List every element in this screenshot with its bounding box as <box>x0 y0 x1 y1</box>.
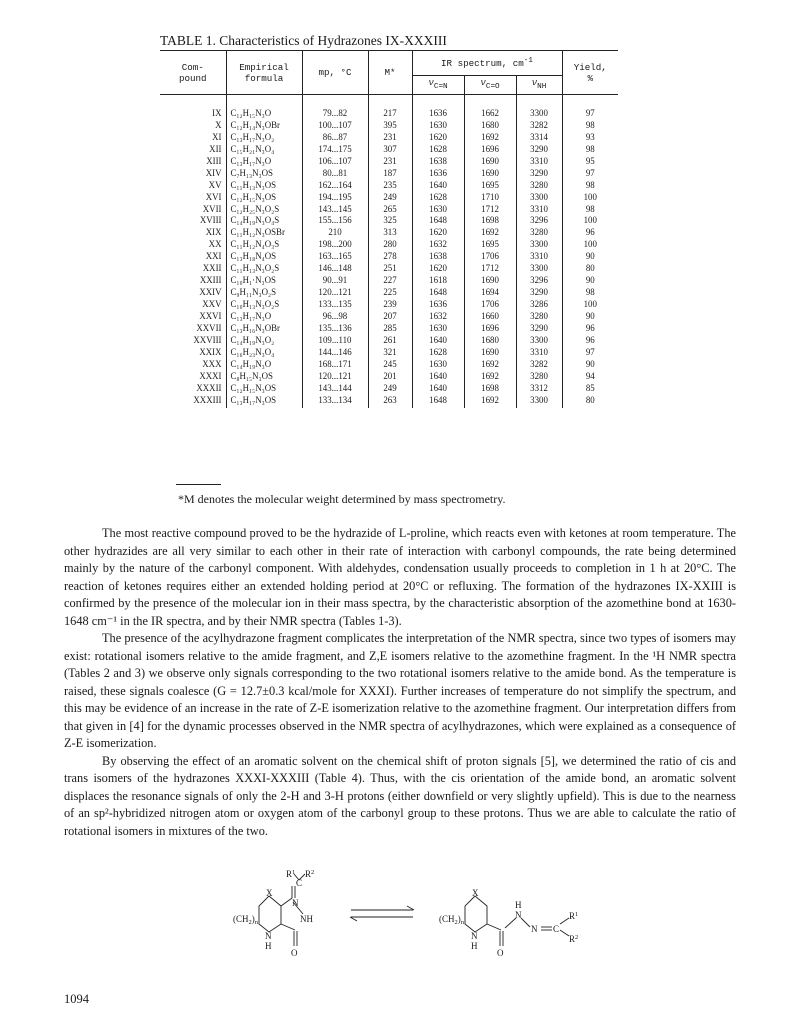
cell-cn: 1628 <box>412 347 464 359</box>
cell-compound: XI <box>212 131 222 142</box>
cell-cn: 1628 <box>412 192 464 204</box>
cell-co: 1680 <box>464 120 516 132</box>
body-text <box>64 525 736 840</box>
cell-nh: 3296 <box>516 275 562 287</box>
cell-m: 285 <box>368 323 412 335</box>
cell-formula: C₇H₁₃N₃OS <box>226 168 302 180</box>
header-nu-co: $\nu_{C=O}$ <box>464 76 516 95</box>
cell-nh: 3282 <box>516 359 562 371</box>
table-footnote: *M denotes the molecular weight determined by mass spectrometry. <box>178 492 506 506</box>
header-formula: Empirical formula <box>226 51 302 95</box>
hydrazone-table <box>160 50 618 408</box>
cell-co: 1692 <box>464 132 516 144</box>
cell-nh: 3290 <box>516 323 562 335</box>
table-row <box>160 263 618 275</box>
cell-compound: XIII <box>206 155 222 166</box>
cell-mp: 90...91 <box>302 275 368 287</box>
cell-formula: C₈H₁₅N₃OS <box>226 371 302 383</box>
cell-cn: 1630 <box>412 204 464 216</box>
cell-cn: 1648 <box>412 395 464 409</box>
cell-nh: 3296 <box>516 215 562 227</box>
table-row <box>160 371 618 383</box>
cell-m: 207 <box>368 311 412 323</box>
cell-cn: 1630 <box>412 359 464 371</box>
cell-yield: 97 <box>562 168 618 180</box>
cell-co: 1690 <box>464 275 516 287</box>
cell-cn: 1632 <box>412 311 464 323</box>
cell-formula: C₁₃H₁₇N₃O <box>226 311 302 323</box>
cell-nh: 3286 <box>516 299 562 311</box>
cell-mp: 80...81 <box>302 168 368 180</box>
cell-co: 1706 <box>464 251 516 263</box>
cell-nh: 3312 <box>516 383 562 395</box>
cell-m: 395 <box>368 120 412 132</box>
cell-m: 217 <box>368 95 412 120</box>
table-row <box>160 323 618 335</box>
cell-m: 245 <box>368 359 412 371</box>
cell-mp: 162...164 <box>302 180 368 192</box>
cell-co: 1698 <box>464 383 516 395</box>
cell-nh: 3310 <box>516 347 562 359</box>
table-row <box>160 239 618 251</box>
scheme-o-left: O <box>291 948 298 958</box>
cell-cn: 1628 <box>412 144 464 156</box>
cell-yield: 80 <box>562 263 618 275</box>
cell-formula: C₁₂H₁₅N₃O <box>226 95 302 120</box>
cell-co: 1712 <box>464 263 516 275</box>
cell-yield: 98 <box>562 287 618 299</box>
cell-mp: 198...200 <box>302 239 368 251</box>
table-title: TABLE 1. Characteristics of Hydrazones IX-XXXIII <box>160 33 447 48</box>
cell-yield: 90 <box>562 251 618 263</box>
cell-yield: 100 <box>562 239 618 251</box>
cell-cn: 1620 <box>412 227 464 239</box>
cell-co: 1690 <box>464 347 516 359</box>
cell-yield: 94 <box>562 371 618 383</box>
cell-compound: XXV <box>202 299 222 309</box>
header-yield: Yield, % <box>562 51 618 95</box>
cell-formula: C₁₄H₁₉N₃O <box>226 359 302 371</box>
scheme-x-left: X <box>266 888 273 898</box>
scheme-h-top-right: H <box>515 900 522 910</box>
cell-mp: 168...171 <box>302 359 368 371</box>
cell-compound: XVI <box>205 191 222 202</box>
table-row <box>160 383 618 395</box>
table-row <box>160 192 618 204</box>
cell-cn: 1640 <box>412 371 464 383</box>
cell-cn: 1632 <box>412 239 464 251</box>
cell-m: 239 <box>368 299 412 311</box>
cell-formula: C₁₁H₁₂N₄O₃S <box>226 239 302 251</box>
scheme-r1-right: $R^1$ <box>569 911 579 921</box>
cell-cn: 1640 <box>412 335 464 347</box>
cell-cn: 1630 <box>412 120 464 132</box>
cell-co: 1695 <box>464 239 516 251</box>
cell-cn: 1638 <box>412 251 464 263</box>
cell-compound: XXVIII <box>193 334 222 345</box>
cell-m: 187 <box>368 168 412 180</box>
cell-co: 1692 <box>464 371 516 383</box>
footnote-rule <box>176 484 221 485</box>
cell-yield: 100 <box>562 192 618 204</box>
cell-compound: XXVII <box>196 322 222 333</box>
cell-nh: 3280 <box>516 227 562 239</box>
cell-mp: 155...156 <box>302 215 368 227</box>
cell-co: 1690 <box>464 168 516 180</box>
cell-compound: XII <box>209 143 222 154</box>
cell-formula: C₁₁H₁₂N₃OSBr <box>226 227 302 239</box>
cell-m: 227 <box>368 275 412 287</box>
cell-co: 1692 <box>464 359 516 371</box>
cell-cn: 1620 <box>412 263 464 275</box>
cell-compound: XXIV <box>199 287 222 298</box>
table-row <box>160 299 618 311</box>
table-row <box>160 287 618 299</box>
header-m: M* <box>368 51 412 95</box>
cell-nh: 3290 <box>516 287 562 299</box>
cell-mp: 100...107 <box>302 120 368 132</box>
cell-compound: XXIII <box>199 275 222 286</box>
scheme-x-right: X <box>472 888 479 898</box>
cell-yield: 100 <box>562 299 618 311</box>
cell-yield: 98 <box>562 180 618 192</box>
scheme-r2-left: $R^2$ <box>305 869 315 879</box>
cell-compound: XXIX <box>199 346 222 357</box>
scheme-c-left: C <box>296 878 303 888</box>
cell-cn: 1618 <box>412 275 464 287</box>
cell-mp: 194...195 <box>302 192 368 204</box>
cell-mp: 174...175 <box>302 144 368 156</box>
cell-yield: 96 <box>562 323 618 335</box>
scheme-o-right: O <box>497 948 504 958</box>
cell-formula: C₁₁H₁₃N₃O₂S <box>226 263 302 275</box>
cell-cn: 1648 <box>412 287 464 299</box>
scheme-ch2-left: $(CH_2)_n$ <box>233 914 258 926</box>
scheme-c-right: C <box>553 924 560 934</box>
cell-m: 225 <box>368 287 412 299</box>
table-row <box>160 311 618 323</box>
cell-compound: XXX <box>202 358 222 369</box>
cell-yield: 93 <box>562 132 618 144</box>
cell-m: 263 <box>368 395 412 409</box>
cell-m: 251 <box>368 263 412 275</box>
cell-compound: XVII <box>202 203 222 214</box>
cell-co: 1710 <box>464 192 516 204</box>
cell-nh: 3290 <box>516 168 562 180</box>
cell-co: 1680 <box>464 335 516 347</box>
table-row <box>160 347 618 359</box>
cell-m: 325 <box>368 215 412 227</box>
scheme-ring-h-left: H <box>265 941 272 951</box>
header-nu-cn: $\nu_{C=N}$ <box>412 76 464 95</box>
table-row <box>160 395 618 409</box>
cell-yield: 90 <box>562 359 618 371</box>
cell-yield: 90 <box>562 275 618 287</box>
cell-compound: XXXII <box>196 382 222 393</box>
table-header-row <box>160 51 618 76</box>
cell-yield: 85 <box>562 383 618 395</box>
header-ir-spectrum: IR spectrum, $cm^{-1}$ <box>412 51 562 76</box>
cell-co: 1695 <box>464 180 516 192</box>
cell-m: 261 <box>368 335 412 347</box>
cell-compound: IX <box>212 108 222 118</box>
paragraph: The presence of the acylhydrazone fragment complicates the interpretation of the NMR spectra, since two types of isomers may exist: rotational isomers relative to the amide fragment, and Z,E isomers relative to the azomethine fragment. In the ¹H NMR spectra (Tables 2 and 3) we observe only signals corresponding to the two rotational isomers relative to the amide bond. As the temperature is raised, these signals coalesce (G = 12.7±0.3 kcal/mole for XXXI). Further increases of temperature do not simplify the spectrum, and this may be evidence of an increase in the rate of Z-E isomerization relative to the azomethine fragment. Our interpretation differs from that given in [4] for the dynamic processes observed in the NMR spectra of acylhydrazones, which were explained as a consequence of Z-E isomerization. <box>64 631 736 750</box>
cell-compound: XVIII <box>199 215 222 226</box>
cell-cn: 1638 <box>412 156 464 168</box>
table-row <box>160 215 618 227</box>
cell-mp: 106...107 <box>302 156 368 168</box>
cell-m: 201 <box>368 371 412 383</box>
cell-nh: 3300 <box>516 395 562 409</box>
cell-formula: C₁₂H₁₅N₃OS <box>226 192 302 204</box>
cell-yield: 98 <box>562 120 618 132</box>
cell-yield: 100 <box>562 215 618 227</box>
cell-formula: C₁₄H₁₉N₃O₄S <box>226 215 302 227</box>
cell-co: 1660 <box>464 311 516 323</box>
page-number: 1094 <box>64 992 89 1006</box>
cell-nh: 3300 <box>516 239 562 251</box>
cell-formula: C₁₂H₁₄N₃OBr <box>226 120 302 132</box>
cell-cn: 1640 <box>412 383 464 395</box>
table-row <box>160 251 618 263</box>
cell-formula: C₁₂H₁₅N₃OS <box>226 383 302 395</box>
table-row <box>160 156 618 168</box>
table-row <box>160 335 618 347</box>
cell-m: 231 <box>368 132 412 144</box>
cell-formula: C₁₀H₁₃N₃O₂S <box>226 299 302 311</box>
cell-mp: 79...82 <box>302 95 368 120</box>
cell-mp: 120...121 <box>302 371 368 383</box>
cell-nh: 3310 <box>516 156 562 168</box>
cell-compound: XIX <box>205 227 222 238</box>
table-row <box>160 144 618 156</box>
cell-formula: C₁₆H₂₃N₃O₄ <box>226 347 302 359</box>
cell-mp: 143...145 <box>302 204 368 216</box>
cell-nh: 3300 <box>516 192 562 204</box>
cell-compound: XV <box>208 179 222 190</box>
cell-yield: 80 <box>562 395 618 409</box>
cell-yield: 96 <box>562 227 618 239</box>
scheme-ring-h-right: H <box>471 941 478 951</box>
cell-cn: 1640 <box>412 180 464 192</box>
cell-compound: XXXIII <box>193 394 222 405</box>
cell-cn: 1630 <box>412 323 464 335</box>
scheme-n-top-right: N <box>515 910 522 920</box>
scheme-ring-n-left: N <box>265 931 272 941</box>
scheme-r1-left: $R^1$ <box>286 869 296 879</box>
cell-formula: C₁₃H₁₆N₃OBr <box>226 323 302 335</box>
cell-m: 278 <box>368 251 412 263</box>
scheme-r2-right: $R^2$ <box>569 934 579 944</box>
paragraph: The most reactive compound proved to be the hydrazide of L-proline, which reacts even with ketones at room temperature. The other hydrazides are all very similar to each other in their rate of interaction with carbonyl compounds, the rate being determined mainly by the nature of the carbonyl component. With aldehydes, condensation usually proceeds to completion in 1 h at 20°C. The reaction of ketones requires either an extended holding period at 20°C or refluxing. The formation of the hydrazones IX-XXIII is confirmed by the presence of the molecular ion in their mass spectra, by the characteristic absorption of the azomethine bond at 1630-1648 cm⁻¹ in the IR spectra, and by their NMR spectra (Tables 1-3). <box>64 526 736 628</box>
cell-formula: C₁₃H₁₇N₃OS <box>226 395 302 409</box>
cell-m: 231 <box>368 156 412 168</box>
cell-mp: 120...121 <box>302 287 368 299</box>
cell-nh: 3310 <box>516 251 562 263</box>
cell-compound: XXI <box>205 251 222 262</box>
cell-nh: 3280 <box>516 371 562 383</box>
cell-compound: X <box>215 119 222 130</box>
cell-co: 1692 <box>464 395 516 409</box>
scheme-n-top-left: N <box>292 898 299 908</box>
cell-cn: 1636 <box>412 299 464 311</box>
cell-nh: 3300 <box>516 335 562 347</box>
cell-co: 1712 <box>464 204 516 216</box>
cell-formula: C₁₁H₁₃N₃OS <box>226 180 302 192</box>
cell-formula: C₁₃H₁₇N₃O₂ <box>226 132 302 144</box>
cell-formula: C₁₄H₁₉N₃O₂ <box>226 335 302 347</box>
cell-formula: C₁₃H₁₈N₄OS <box>226 251 302 263</box>
cell-co: 1696 <box>464 323 516 335</box>
paragraph: By observing the effect of an aromatic solvent on the chemical shift of proton signals [5], we determined the ratio of cis and trans isomers of the hydrazones XXXI-XXXIII (Table 4). Thus, with the cis orientation of the amide bond, an aromatic solvent displaces the resonance signals of only the 2-H and 3-H protons (either downfield or very slightly upfield). This is due to the nearness of an sp²-hybridized nitrogen atom or oxygen atom of the carbonyl group to these protons. Thus we are able to calculate the ratio of rotational isomers in mixtures of the two. <box>64 753 736 838</box>
cell-formula: C₁₅H₂₁N₃O₄ <box>226 144 302 156</box>
cell-cn: 1620 <box>412 132 464 144</box>
table-row <box>160 227 618 239</box>
table-row <box>160 132 618 144</box>
table-row <box>160 204 618 216</box>
cell-nh: 3280 <box>516 180 562 192</box>
cell-nh: 3300 <box>516 95 562 120</box>
cell-co: 1690 <box>464 156 516 168</box>
cell-cn: 1636 <box>412 168 464 180</box>
cell-mp: 96...98 <box>302 311 368 323</box>
cell-compound: XIV <box>205 167 222 178</box>
cell-m: 249 <box>368 192 412 204</box>
cell-formula: C₁₀H₁·N₃OS <box>226 275 302 287</box>
cell-formula: C₁₂H₂₅N₃O₂S <box>226 204 302 216</box>
cell-co: 1662 <box>464 95 516 120</box>
table-row <box>160 95 618 120</box>
cell-mp: 146...148 <box>302 263 368 275</box>
cell-mp: 144...146 <box>302 347 368 359</box>
cell-cn: 1648 <box>412 215 464 227</box>
cell-mp: 163...165 <box>302 251 368 263</box>
cell-compound: XX <box>208 239 222 250</box>
cell-m: 313 <box>368 227 412 239</box>
cell-yield: 95 <box>562 156 618 168</box>
cell-mp: 133...134 <box>302 395 368 409</box>
table-row <box>160 168 618 180</box>
cell-yield: 97 <box>562 95 618 120</box>
cell-m: 280 <box>368 239 412 251</box>
scheme-ch2-right: $(CH_2)_n$ <box>439 914 464 926</box>
table-row <box>160 180 618 192</box>
cell-yield: 97 <box>562 347 618 359</box>
cell-nh: 3314 <box>516 132 562 144</box>
cell-compound: XXII <box>202 263 222 274</box>
cell-co: 1706 <box>464 299 516 311</box>
cell-nh: 3280 <box>516 311 562 323</box>
header-compound: Com- pound <box>178 61 207 84</box>
scheme-nh-left: NH <box>300 914 313 924</box>
cell-nh: 3300 <box>516 263 562 275</box>
cell-nh: 3290 <box>516 144 562 156</box>
cell-compound: XXVI <box>199 310 222 321</box>
cell-formula: C₁₃H₁₇N₃O <box>226 156 302 168</box>
scheme-n-eq-right: N <box>531 924 538 934</box>
cell-mp: 109...110 <box>302 335 368 347</box>
cell-m: 249 <box>368 383 412 395</box>
cell-formula: C₉H₁₁N₃O₂S <box>226 287 302 299</box>
cell-mp: 210 <box>302 227 368 239</box>
cell-mp: 143...144 <box>302 383 368 395</box>
cell-yield: 98 <box>562 204 618 216</box>
cell-yield: 90 <box>562 311 618 323</box>
cell-compound: XXXI <box>199 370 222 381</box>
header-mp: mp, °C <box>302 51 368 95</box>
cell-m: 307 <box>368 144 412 156</box>
cell-m: 235 <box>368 180 412 192</box>
cell-yield: 98 <box>562 144 618 156</box>
cell-co: 1692 <box>464 227 516 239</box>
cell-nh: 3310 <box>516 204 562 216</box>
cell-cn: 1636 <box>412 95 464 120</box>
table-row <box>160 359 618 371</box>
cell-co: 1696 <box>464 144 516 156</box>
cell-co: 1698 <box>464 215 516 227</box>
cell-m: 321 <box>368 347 412 359</box>
table-row <box>160 120 618 132</box>
header-nu-nh: $\nu_{NH}$ <box>516 76 562 95</box>
cell-mp: 135...136 <box>302 323 368 335</box>
table-row <box>160 275 618 287</box>
cell-nh: 3282 <box>516 120 562 132</box>
cell-mp: 133...135 <box>302 299 368 311</box>
cell-co: 1694 <box>464 287 516 299</box>
isomer-equilibrium-scheme <box>225 866 605 966</box>
cell-mp: 86...87 <box>302 132 368 144</box>
scheme-ring-n-right: N <box>471 931 478 941</box>
cell-m: 265 <box>368 204 412 216</box>
cell-yield: 96 <box>562 335 618 347</box>
